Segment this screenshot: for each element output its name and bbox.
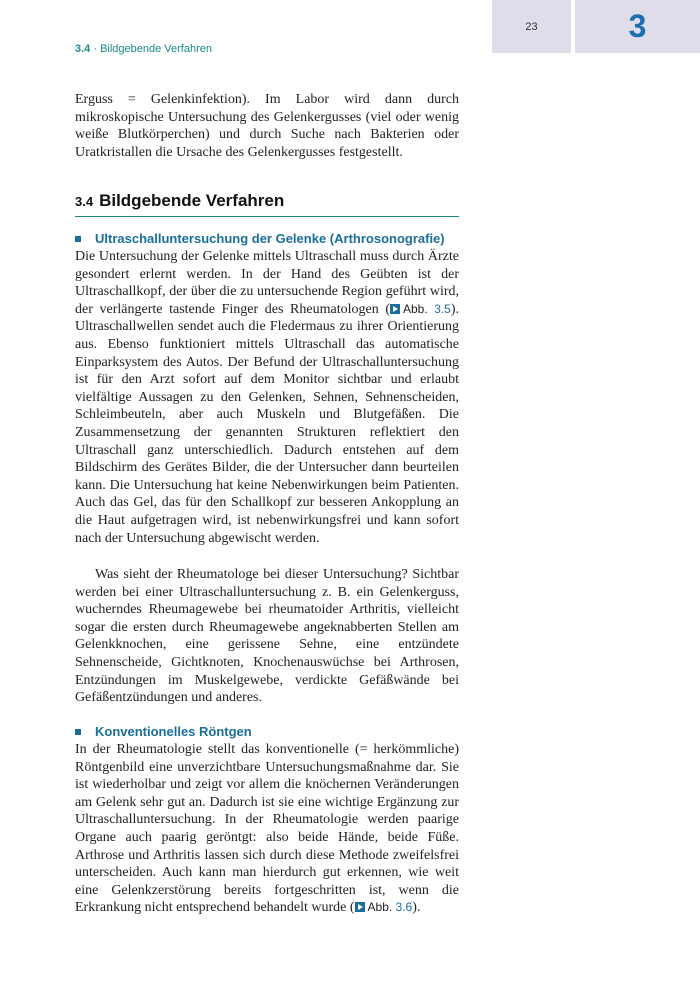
- running-head-section-number: 3.4: [75, 43, 91, 55]
- page-number-tab: [492, 0, 571, 53]
- figure-arrow-icon: [355, 902, 365, 912]
- subsection-title: Konventionelles Röntgen: [95, 724, 252, 739]
- section-title: Bildgebende Verfahren: [99, 191, 285, 210]
- paragraph-text: In der Rheumatologie stellt das konventionelle (= herkömmliche) Röntgenbild eine unverzichtbare Untersuchungsmaßnahme dar. Sie ist wiederholbar und zeigt vor allem die knöchernen Veränderungen am Gelenk sehr gut an. Dadurch ist sie eine wichtige Ergänzung zur Ultraschalluntersuchung. In der Rheumatologie werden paarige Organe auch paarig geröntgt: also beide Hände, beide Füße. Arthrose und Arthritis lassen sich durch diese Methode zweifelsfrei unterscheiden. Auch kann man hierdurch gut erkennen, wie weit eine Gelenkzerstörung bereits fortgeschritten ist, wenn die Erkrankung nicht entsprechend behandelt wurde (: [75, 742, 459, 916]
- intro-paragraph: Erguss = Gelenkinfektion). Im Labor wird dann durch mikroskopische Untersuchung des Gelenkergusses (viel oder wenig weiße Blutkörperchen) und durch Suche nach Bakterien oder Uratkristallen die Ursache des Gelenkergusses festgestellt.: [75, 92, 459, 160]
- running-head-separator: ·: [90, 43, 101, 55]
- section-heading: [75, 191, 459, 217]
- paragraph-text: ).: [412, 900, 421, 916]
- paragraph-text: Die Untersuchung der Gelenke mittels Ultraschall muss durch Ärzte gesondert erlernt werden. In der Hand des Geübten ist der Ultraschallkopf, der über die zu untersuchende Region geführt wird, der verlängerte tastende Finger des Rheumatologen (: [75, 249, 459, 317]
- square-bullet-icon: [75, 729, 81, 735]
- page-number: 23: [525, 20, 538, 33]
- figure-arrow-icon: [390, 304, 400, 314]
- subsection-heading-ultrasound: [75, 231, 445, 246]
- paragraph-text: ). Ultraschallwellen sendet auch die Fledermaus zu ihrer Orientierung aus. Ebenso funktioniert mittels Ultraschall das automatische Einparksystem des Autos. Der Befund der Ultraschalluntersuchung ist für den Arzt sofort auf dem Monitor sichtbar und erlaubt vielfältige Aussagen zu den Gelenken, Sehnen, Sehnenscheiden, Schleimbeuteln, aber auch Muskeln und Blutgefäßen. Die Zusammensetzung der genannten Strukturen reflektiert den Ultraschall ganz unterschiedlich. Dadurch entstehen auf dem Bildschirm des Gerätes Bilder, die der Untersucher dann beurteilen kann. Die Untersuchung hat keine Nebenwirkungen beim Patienten. Auch das Gel, das für den Schallkopf zur besseren Ankopplung an die Haut aufgetragen wird, ist nebenwirkungsfrei und kann sofort nach der Untersuchung abgewischt werden.: [75, 301, 459, 546]
- ultrasound-paragraph-2: Was sieht der Rheumatologe bei dieser Untersuchung? Sichtbar werden bei einer Ultraschalluntersuchung z. B. ein Gelenkerguss, wucherndes Rheumagewebe bei rheumatoider Arthritis, vielleicht sogar die ersten durch Rheumagewebe angeknabberten Stellen am Gelenkknochen, eine gerissene Sehne, eine entzündete Sehnenscheide, Gichtknoten, Knochenauswüchse bei Arthrosen, Entzündungen im Muskelgewebe, verdickte Gefäßwände bei Gefäßentzündungen und anderes.: [75, 567, 459, 706]
- subsection-title: Ultraschalluntersuchung der Gelenke (Arthrosonografie): [95, 231, 445, 246]
- running-head-section-title: Bildgebende Verfahren: [100, 43, 213, 55]
- chapter-number: 3: [628, 8, 647, 44]
- xray-paragraph-1: [75, 741, 459, 917]
- ultrasound-paragraph-1: [75, 248, 459, 547]
- figure-number: 3.6: [395, 900, 413, 915]
- figure-reference-3-6[interactable]: [355, 900, 413, 914]
- figure-reference-3-5[interactable]: [390, 302, 451, 316]
- square-bullet-icon: [75, 236, 81, 242]
- figure-label: Abb.: [402, 301, 428, 316]
- chapter-tab: [575, 0, 700, 53]
- section-number: 3.4: [75, 194, 94, 209]
- figure-number: 3.5: [434, 301, 451, 316]
- running-head: [75, 43, 212, 55]
- figure-label: Abb.: [367, 900, 393, 915]
- subsection-heading-xray: [75, 724, 252, 739]
